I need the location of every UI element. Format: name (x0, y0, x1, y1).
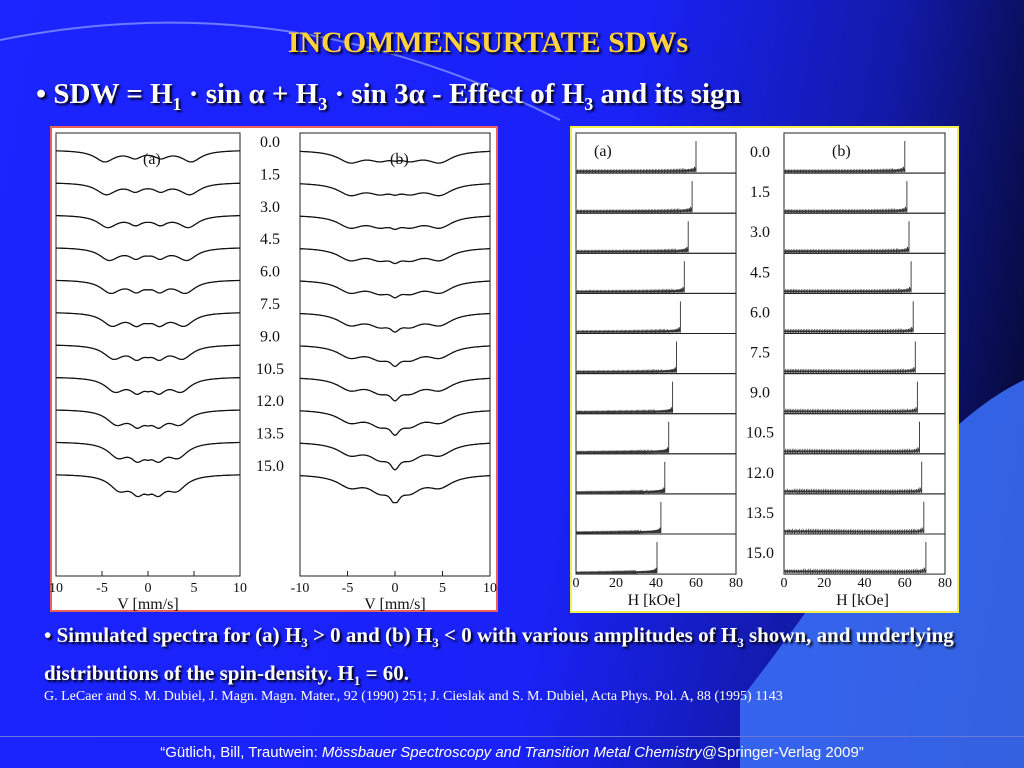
spectra-figure (49, 128, 497, 613)
distribution-frame (576, 414, 736, 454)
distribution-frame (784, 334, 945, 374)
distribution-histogram (784, 181, 907, 212)
x-axis-label: H [kOe] (836, 592, 889, 610)
x-tick-label: 10 (49, 581, 63, 596)
amplitude-label: 1.5 (260, 166, 280, 184)
distribution-histogram (576, 382, 673, 413)
slide-title: INCOMMENSURTATE SDWs (287, 26, 689, 59)
spectrum-curve-b-1 (300, 184, 490, 196)
spin-density-panel (570, 126, 959, 613)
distribution-frame (576, 253, 736, 293)
spectra-panel-label: (b) (390, 151, 409, 168)
distribution-histogram (784, 542, 926, 573)
distribution-frame (576, 293, 736, 333)
distribution-frame (784, 494, 945, 534)
distribution-histogram (784, 382, 917, 413)
x-tick-label: 0 (780, 576, 788, 592)
spectrum-curve-b-4 (300, 281, 490, 298)
spectrum-curve-a-6 (56, 345, 240, 360)
spectrum-curve-a-3 (56, 248, 240, 261)
spectrum-curve-a-9 (56, 443, 240, 463)
amplitude-label: 3.0 (260, 198, 280, 216)
amplitude-label: 6.0 (260, 263, 280, 281)
distribution-histogram (784, 221, 909, 252)
spectra-panel-label: (a) (143, 151, 161, 168)
distribution-frame (784, 213, 945, 253)
x-tick-label: 60 (689, 576, 703, 592)
x-tick-label: -10 (290, 581, 310, 596)
distribution-frame (576, 173, 736, 213)
distribution-histogram (784, 502, 924, 533)
x-axis-label: V [mm/s] (117, 596, 179, 613)
distribution-frame (784, 374, 945, 414)
amplitude-label: 15.0 (746, 545, 774, 562)
spectra-frame-b (300, 133, 490, 576)
x-tick-label: 5 (190, 581, 198, 596)
spectrum-curve-a-4 (56, 280, 240, 293)
references: G. LeCaer and S. M. Dubiel, J. Magn. Magn. Mater., 92 (1990) 251; J. Cieslak and S. M. Dubiel, Acta Phys. Pol. A, 88 (1995) 1143 (44, 689, 783, 704)
x-tick-label: 0 (391, 581, 399, 596)
distribution-frame (784, 173, 945, 213)
distribution-frame (576, 454, 736, 494)
amplitude-label: 4.5 (750, 264, 770, 282)
x-tick-label: 80 (938, 576, 952, 592)
footer-citation: “Gütlich, Bill, Trautwein: Mössbauer Spectroscopy and Transition Metal Chemistry@Springer-Verlag 2009” (160, 744, 864, 761)
amplitude-label: 12.0 (746, 464, 774, 482)
x-tick-label: -5 (96, 581, 108, 596)
x-tick-label: 20 (817, 576, 832, 592)
spectrum-curve-b-2 (300, 216, 490, 229)
x-tick-label: 0 (144, 581, 152, 596)
spectrum-curve-b-8 (300, 411, 490, 436)
amplitude-label: 3.0 (750, 224, 770, 242)
spectrum-curve-b-5 (300, 314, 490, 333)
x-tick-label: 60 (897, 576, 912, 592)
footer-divider (0, 736, 1024, 737)
distribution-frame (576, 374, 736, 414)
distribution-frame (784, 414, 945, 454)
distribution-histogram (576, 542, 657, 573)
spectrum-curve-b-6 (300, 346, 490, 366)
distribution-histogram (784, 342, 915, 373)
distribution-histogram (576, 462, 665, 493)
amplitude-label: 0.0 (750, 144, 770, 161)
distribution-frame (784, 133, 945, 173)
distribution-frame (784, 534, 945, 574)
x-tick-label: 10 (233, 581, 247, 596)
amplitude-label: 7.5 (750, 344, 770, 362)
distribution-frame (784, 293, 945, 333)
distribution-histogram (784, 462, 922, 493)
x-tick-label: 5 (439, 581, 446, 596)
amplitude-label: 10.5 (256, 360, 284, 378)
distribution-histogram (576, 261, 684, 292)
distribution-panel-label: (a) (594, 143, 612, 160)
amplitude-label: 0.0 (260, 134, 280, 151)
x-tick-label: 0 (572, 576, 580, 592)
spin-density-figure (572, 128, 957, 611)
amplitude-label: 9.0 (260, 328, 280, 346)
distribution-histogram (784, 261, 911, 292)
spectrum-curve-b-7 (300, 378, 490, 401)
amplitude-label: 4.5 (260, 231, 280, 249)
x-axis-label: V [mm/s] (364, 596, 426, 613)
simulated-spectra-panel (50, 126, 498, 612)
spectrum-curve-b-10 (300, 476, 490, 503)
figure-caption: • Simulated spectra for (a) $H_3 > 0$ and (b) $H_3 < 0$ with various amplitudes of $H_3$ shown, and underlying distributions of the spin-density. $H_1 = 60$. (44, 623, 954, 689)
spectrum-curve-a-1 (56, 183, 240, 195)
distribution-frame (576, 213, 736, 253)
sdw-formula-bullet: • SDW = $H_1 \cdot \sin \alpha + H_3 \cdot \sin 3\alpha$ - Effect of $H_3$ and its sign (36, 78, 741, 114)
x-tick-label: 10 (483, 581, 497, 596)
amplitude-label: 12.0 (256, 393, 284, 411)
x-axis-label: H [kOe] (627, 592, 681, 610)
x-tick-label: -5 (341, 581, 354, 596)
distribution-frame (576, 494, 736, 534)
distribution-histogram (784, 422, 920, 453)
distribution-panel-label: (b) (832, 143, 851, 160)
spectrum-curve-b-9 (300, 443, 490, 470)
x-tick-label: 40 (857, 576, 872, 592)
spectrum-curve-a-5 (56, 313, 240, 327)
amplitude-label: 13.5 (256, 425, 284, 443)
spectrum-curve-a-8 (56, 410, 240, 428)
distribution-histogram (576, 502, 661, 533)
x-tick-label: 80 (729, 576, 743, 592)
spectrum-curve-a-2 (56, 216, 240, 228)
x-tick-label: 20 (609, 576, 623, 592)
distribution-frame (784, 454, 945, 494)
amplitude-label: 15.0 (256, 458, 284, 475)
distribution-histogram (784, 301, 913, 332)
distribution-histogram (576, 181, 692, 212)
distribution-histogram (576, 342, 677, 373)
distribution-frame (784, 253, 945, 293)
amplitude-label: 10.5 (746, 424, 774, 442)
distribution-histogram (576, 422, 669, 453)
amplitude-label: 9.0 (750, 384, 770, 402)
amplitude-label: 7.5 (260, 296, 280, 313)
amplitude-label: 1.5 (750, 184, 770, 202)
distribution-histogram (576, 301, 680, 332)
spectrum-curve-b-3 (300, 249, 490, 264)
spectrum-curve-a-10 (56, 475, 240, 497)
x-tick-label: 40 (649, 576, 663, 592)
distribution-frame (576, 334, 736, 374)
spectrum-curve-a-7 (56, 378, 240, 395)
distribution-histogram (576, 221, 688, 252)
spectra-frame-a (56, 133, 240, 576)
amplitude-label: 6.0 (750, 304, 770, 322)
amplitude-label: 13.5 (746, 504, 774, 522)
